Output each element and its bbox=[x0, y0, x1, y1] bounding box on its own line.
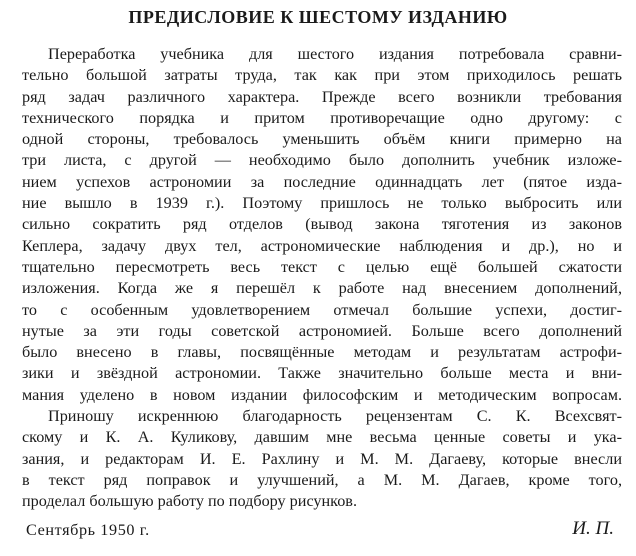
text-line: тщательно пересмотреть весь текст с целью ещё большей сжатости bbox=[22, 257, 622, 276]
text-line: Переработка учебника для шестого издания потребовала сравни- bbox=[48, 45, 622, 63]
text-line: тельно большой затраты труда, так как при этом приходилось решать bbox=[22, 66, 622, 85]
text-line: одной стороны, требовалось уменьшить объём книги примерно на bbox=[22, 130, 622, 149]
paragraph-2 bbox=[22, 406, 622, 512]
body-text bbox=[22, 44, 622, 513]
page-title: ПРЕДИСЛОВИЕ К ШЕСТОМУ ИЗДАНИЮ bbox=[128, 7, 508, 27]
text-line: в текст ряд поправок и улучшений, а М. М. Дагаев, кроме того, bbox=[22, 470, 622, 489]
text-line: технического порядка и притом противоречащие одно другому: с bbox=[22, 108, 622, 127]
text-line: мания уделено в новом издании философским и методическим вопросам. bbox=[22, 385, 622, 404]
text-line: сильно сократить ряд отделов (вывод закона тяготения из законов bbox=[22, 215, 622, 234]
text-line: зики и звёздной астрономии. Также значительно больше места и вни- bbox=[22, 364, 622, 383]
author-signature: И. П. bbox=[572, 518, 614, 539]
text-line: нием успехов астрономии за последние одиннадцать лет (пятое изда- bbox=[22, 172, 622, 191]
text-line: нутые за эти годы советской астрономией. Больше всего дополнений bbox=[22, 321, 622, 340]
text-line: то с особенным удовлетворением отмечал большие успехи, достиг- bbox=[22, 300, 622, 319]
paragraph-1 bbox=[22, 44, 622, 406]
text-line: изложения. Когда же я перешёл к работе над внесением дополнений, bbox=[22, 279, 622, 298]
date-line: Сентябрь 1950 г. bbox=[26, 521, 150, 539]
text-line: Кеплера, задачу двух тел, астрономические наблюдения и др.), но и bbox=[22, 236, 622, 255]
text-line: ряд задач различного характера. Прежде всего возникли требования bbox=[22, 87, 622, 106]
text-line: было внесено в главы, посвящённые методам и результатам астрофи- bbox=[22, 343, 622, 362]
text-line: ние вышло в 1939 г.). Поэтому пришлось не только выбросить или bbox=[22, 194, 622, 213]
text-line: три листа, с другой — необходимо было дополнить учебник изложе- bbox=[22, 151, 622, 170]
text-line: Приношу искреннюю благодарность рецензентам С. К. Всехсвят- bbox=[48, 407, 622, 426]
text-line: скому и К. А. Куликову, давшим мне весьма ценные советы и ука- bbox=[22, 428, 622, 447]
text-line: зания, и редакторам И. Е. Рахлину и М. М. Дагаеву, которые внесли bbox=[22, 449, 622, 468]
text-line: проделал большую работу по подбору рисунков. bbox=[22, 492, 357, 511]
